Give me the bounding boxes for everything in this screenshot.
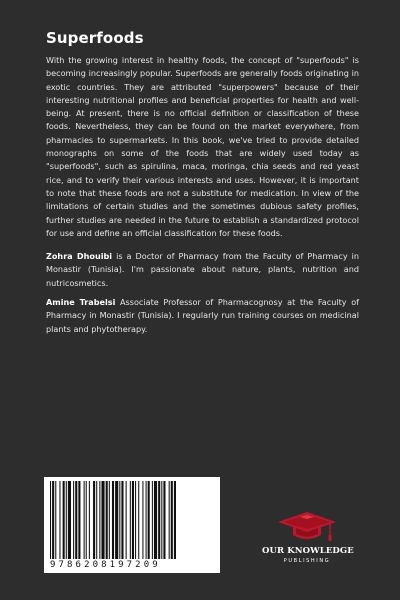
publisher-name: OUR KNOWLEDGE (262, 546, 354, 556)
barcode-bar (115, 481, 118, 559)
barcode-bar (148, 481, 150, 559)
barcode-bar (66, 481, 67, 559)
barcode-bar (86, 481, 87, 559)
barcode-bar (109, 481, 110, 559)
barcode-bar (126, 481, 127, 559)
isbn-barcode (44, 477, 220, 573)
author-name-2: Amine Trabelsi (46, 297, 116, 307)
barcode-bar (142, 481, 143, 559)
book-description: With the growing interest in healthy foods, the concept of "superfoods" is becoming increasingly popular. Superfoods are generally foods originating in exotic countries. They are attributed "superpowers" because of their interesting nutritional profiles and beneficial properties for health and well-being. At present, there is no official definition or classification of these foods. Nevertheless, they can be found on the market everywhere, from pharmacies to supermarkets. In this book, we've tried to provide detailed monographs on some of the foods that are widely used today as "superfoods", such as spirulina, maca, moringa, chia seeds and red yeast rice, and to verify their various interests and uses. However, it is important to note that these foods are not a substitute for medication. In view of the limitations of certain studies and the sometimes dubious safety profiles, further studies are needed in the future to establish a standardized protocol for use and define an official classification for these foods. (46, 55, 359, 238)
barcode-bar (174, 481, 176, 559)
barcode-bar (138, 481, 139, 559)
barcode-bar (112, 481, 114, 559)
barcode-bar (75, 481, 77, 559)
barcode-bar (52, 481, 54, 559)
barcode-bar (163, 481, 165, 559)
author-name-1: Zohra Dhouibi (46, 251, 113, 261)
barcode-bar (50, 481, 51, 559)
barcode-bar (59, 481, 60, 559)
publisher-logo (262, 508, 352, 568)
barcode-bar (63, 481, 65, 559)
barcode-bar (84, 481, 85, 559)
barcode-bar (132, 481, 134, 559)
barcode-bar (78, 481, 80, 559)
book-title: Superfoods (46, 29, 144, 47)
barcode-bar (106, 481, 108, 559)
barcode-bar (152, 481, 153, 559)
barcode-bar (161, 481, 162, 559)
barcode-bar (119, 481, 120, 559)
isbn-digits: 9786208197209 (50, 560, 161, 570)
barcode-bar (135, 481, 136, 559)
barcode-bar (89, 481, 90, 559)
barcode-bar (171, 481, 173, 559)
barcode-bar (73, 481, 74, 559)
author-bio-text-2: Associate Professor of Pharmacognosy at the Faculty of Pharmacy in Monastir (Tunisia). I regularly run training courses on medicinal plants and phytotherapy. (46, 297, 359, 334)
graduation-cap-logo-icon (262, 508, 352, 546)
author-bio-text-1: is a Doctor of Pharmacy from the Faculty of Pharmacy in Monastir (Tunisia). I'm passionate about nature, plants, nutrition and nutricosmetics. (46, 251, 360, 288)
barcode-bar (130, 481, 131, 559)
barcode-bar (68, 481, 71, 559)
barcode-bar (99, 481, 100, 559)
barcode-bar (146, 481, 147, 559)
barcode-bar (154, 481, 157, 559)
barcode-bar (55, 481, 56, 559)
barcode-bar (169, 481, 170, 559)
barcode-bars (48, 481, 216, 559)
barcode-bar (93, 481, 95, 559)
barcode-bar (101, 481, 104, 559)
author-bio-1 (46, 250, 359, 290)
author-bio-2 (46, 296, 359, 336)
barcode-bar (158, 481, 160, 559)
barcode-bar (121, 481, 123, 559)
barcode-bar (96, 481, 97, 559)
publisher-subtitle: PUBLISHING (283, 558, 331, 564)
